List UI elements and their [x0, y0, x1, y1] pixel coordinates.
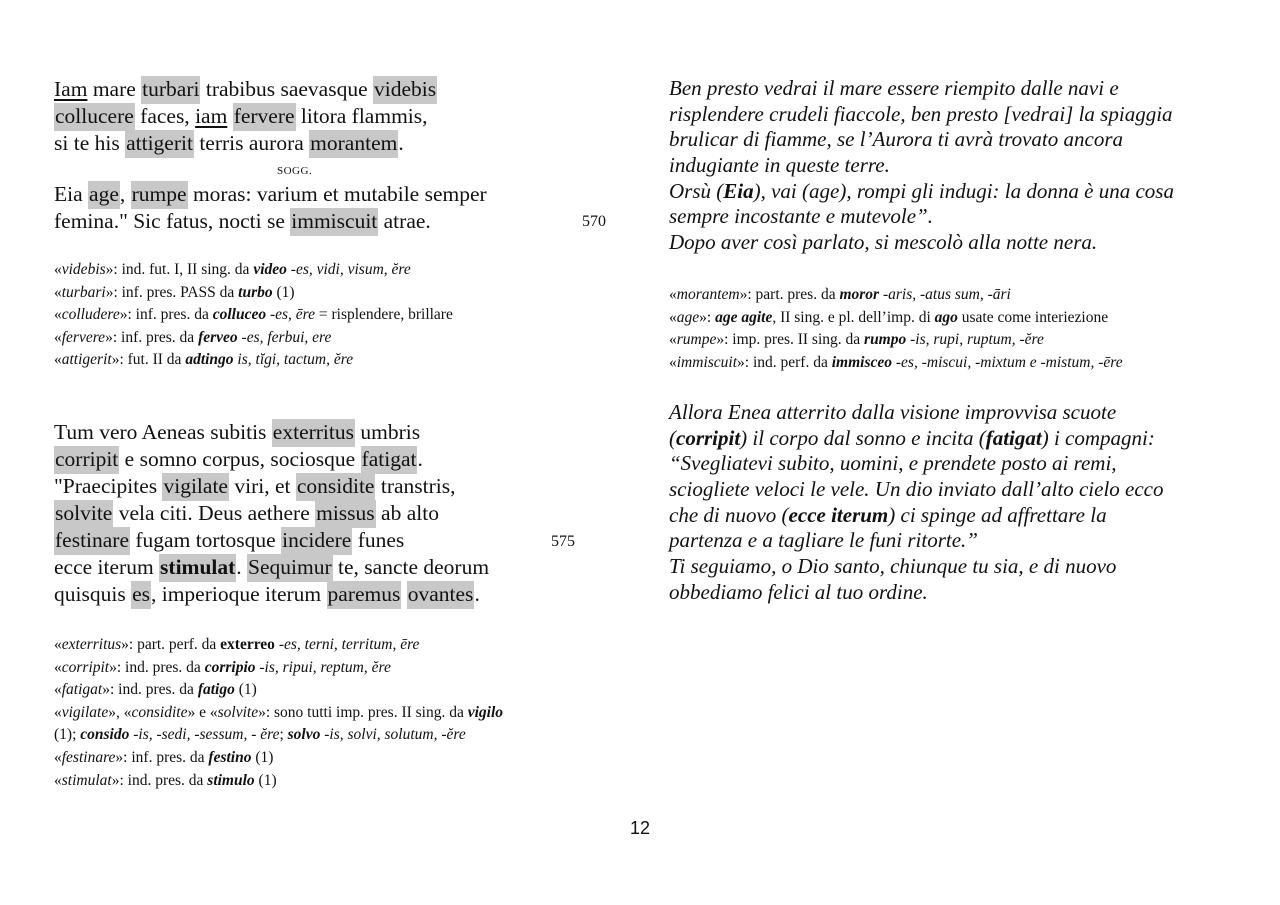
note-line: «fervere»: inf. pres. da ferveo -es, ferbui, ere: [54, 328, 332, 346]
note-term: corripit: [61, 658, 110, 676]
note-line: «age»: age agite, II sing. e pl. dell’imp. di ago usate come interiezione: [669, 308, 1109, 326]
word-highlight: missus: [315, 500, 376, 528]
translation-line: “Svegliatevi subito, uomini, e prendete posto ai remi,: [669, 451, 1117, 476]
note-term: colludere: [61, 306, 120, 324]
text: (: [669, 425, 676, 450]
word-highlight: rumpe: [131, 181, 188, 209]
translation-line: obbediamo felici al tuo ordine.: [669, 579, 928, 604]
word-highlight: fatigat: [361, 446, 418, 474]
word-highlight: fervere: [233, 103, 296, 131]
word-highlight: considite: [296, 473, 376, 501]
note-forms: -es, ferbui, ere: [237, 328, 332, 346]
note-extra: = risplendere, brillare: [315, 306, 453, 324]
note-line: «attigerit»: fut. II da adtingo is, tĭgi, tactum, ĕre: [54, 351, 354, 369]
text: Tum vero Aeneas subitis: [54, 420, 272, 444]
note-line: «festinare»: inf. pres. da festino (1): [54, 748, 274, 766]
note-forms: -es, -miscui, -mixtum e -mistum, -ēre: [892, 353, 1123, 371]
latin-line: [54, 527, 489, 554]
note-term: considite: [131, 703, 188, 721]
translation-line: [669, 426, 1163, 452]
note-lemma: stimulo: [207, 771, 255, 789]
text: terris aurora: [193, 131, 310, 155]
text: quisquis: [54, 582, 132, 606]
note-forms: is, tĭgi, tactum, ĕre: [233, 351, 354, 369]
note-term: exterritus: [61, 636, 122, 653]
note-line: «colludere»: inf. pres. da colluceo -es, ēre = risplendere, brillare: [54, 306, 453, 324]
latin-block-1b: [54, 181, 487, 235]
latin-line: [54, 500, 489, 527]
notes-block-1: [54, 259, 453, 372]
text: , imperioque iterum: [150, 582, 327, 606]
note-term: vigilate: [61, 703, 109, 721]
word-highlight: attigerit: [125, 130, 194, 158]
latin-line: [54, 554, 489, 581]
word-highlight: morantem: [309, 130, 398, 158]
text: ab alto: [375, 501, 439, 525]
translation-line: [669, 179, 1174, 205]
text: litora flammis,: [295, 104, 428, 128]
note-forms: -es, ēre: [266, 306, 315, 324]
text: ecce iterum: [54, 555, 160, 579]
text: Orsù (: [669, 178, 724, 203]
text: [401, 582, 406, 606]
translation-line: risplendere crudeli fiaccole, ben presto [vedrai] la spiaggia: [669, 101, 1173, 126]
note-forms: -es, vidi, visum, ĕre: [286, 261, 411, 278]
word-highlight: incidere: [281, 527, 352, 555]
text: .: [417, 447, 423, 471]
text: ;: [279, 726, 288, 744]
note-line: «corripit»: ind. pres. da corripio -is, ripui, reptum, ĕre: [54, 658, 391, 676]
line-number: 575: [551, 533, 575, 550]
note-lemma: exterreo: [220, 636, 275, 653]
text: .: [474, 582, 480, 606]
note-term: stimulat: [61, 771, 112, 789]
word-highlight: ovantes: [407, 581, 475, 609]
note-forms: -aris, -atus sum, -āri: [879, 286, 1011, 303]
bold-term: corripit: [676, 425, 741, 450]
text: te, sancte deorum: [332, 555, 490, 579]
note-forms: (1): [234, 681, 257, 699]
note-grammar: :: [706, 308, 716, 326]
word-highlight: corripit: [54, 446, 119, 474]
text: atrae.: [378, 209, 431, 233]
translation-line: Dopo aver così parlato, si mescolò alla notte nera.: [669, 230, 1098, 255]
text: ) ci spinge ad affrettare la: [888, 502, 1107, 527]
text: » e «: [187, 703, 218, 721]
latin-line: [54, 581, 489, 608]
note-lemma: immisceo: [831, 353, 893, 371]
translation-line: brulicar di fiamme, se l’Aurora ti avrà trovato ancora: [669, 127, 1123, 152]
text: si te his: [54, 131, 126, 155]
text: ) i compagni:: [1041, 425, 1155, 450]
word-highlight: turbari: [141, 76, 200, 104]
note-term: attigerit: [61, 351, 112, 369]
note-lemma: solvo: [287, 726, 321, 744]
note-line: «videbis»: ind. fut. I, II sing. da video -es, vidi, visum, ĕre: [54, 261, 411, 278]
word-highlight-bold: stimulat: [159, 554, 236, 582]
text: , «: [116, 703, 132, 721]
note-grammar: : ind. pres. da: [109, 681, 198, 699]
note-lemma: age agite: [715, 308, 773, 326]
text: [227, 104, 232, 128]
note-line: [54, 724, 503, 747]
note-forms: (1): [254, 771, 277, 789]
note-term: videbis: [61, 261, 106, 278]
latin-block-2: [54, 419, 489, 608]
bold-term: fatigat: [985, 425, 1042, 450]
note-line: «stimulat»: ind. pres. da stimulo (1): [54, 771, 277, 789]
text: faces,: [134, 104, 196, 128]
subject-annotation: SOGG.: [277, 165, 313, 177]
word-underlined: Iam: [54, 77, 88, 101]
word-underlined: iam: [195, 104, 228, 128]
note-lemma: vigilo: [467, 703, 504, 721]
notes-right: [669, 284, 1123, 374]
note-grammar: : inf. pres. da: [123, 748, 209, 766]
text: viri, et: [228, 474, 296, 498]
note-grammar: : ind. perf. da: [744, 353, 832, 371]
text: ,: [119, 182, 131, 206]
note-lemma: turbo: [238, 283, 273, 301]
latin-line: [54, 419, 489, 446]
word-highlight: immiscuit: [290, 208, 378, 236]
word-highlight: vigilate: [162, 473, 228, 501]
note-grammar: : inf. pres. da: [112, 328, 199, 346]
note-forms: -is, ripui, reptum, ĕre: [255, 658, 391, 676]
text: Eia: [54, 182, 89, 206]
latin-line: [54, 130, 437, 157]
text: mare: [87, 77, 142, 101]
translation-line: sciogliete veloci le vele. Un dio inviato dall’alto cielo ecco: [669, 477, 1164, 502]
note-term: fatigat: [61, 681, 103, 699]
word-highlight: paremus: [327, 581, 402, 609]
text: ) il corpo dal sonno e incita (: [740, 425, 986, 450]
note-lemma: fatigo: [197, 681, 235, 699]
note-forms: -is, solvi, solutum, -ĕre: [320, 726, 466, 744]
translation-line: partenza e a tagliare le funi ritorte.”: [669, 528, 978, 553]
text: vela citi. Deus aethere: [113, 501, 316, 525]
note-grammar: : ind. fut. I, II sing. da: [113, 261, 254, 278]
page-number: 12: [629, 818, 651, 838]
note-term: fervere: [61, 328, 106, 346]
text: transtris,: [375, 474, 456, 498]
notes-block-2: [54, 634, 503, 792]
text: trabibus saevasque: [200, 77, 374, 101]
text: e somno corpus, sociosque: [119, 447, 361, 471]
note-line: «morantem»: part. pres. da moror -aris, -atus sum, -āri: [669, 286, 1011, 303]
note-lemma: moror: [839, 286, 880, 303]
note-term: age: [676, 308, 700, 326]
note-lemma: corripio: [204, 658, 256, 676]
word-highlight: collucere: [54, 103, 135, 131]
note-term: festinare: [61, 748, 116, 766]
note-grammar: : imp. pres. II sing. da: [724, 331, 865, 349]
note-forms: -is, -sedi, -sessum, - ĕre: [129, 726, 280, 744]
latin-line: [54, 76, 437, 103]
note-lemma: consido: [80, 726, 130, 744]
text: umbris: [355, 420, 421, 444]
word-highlight: festinare: [54, 527, 130, 555]
text: (1);: [54, 726, 81, 744]
note-grammar: »: sono tutti imp. pres. II sing. da: [258, 703, 468, 721]
note-line: «exterritus»: part. perf. da exterreo -es, terni, territum, ēre: [54, 636, 420, 653]
text: fugam tortosque: [130, 528, 282, 552]
translation-block-1: [669, 76, 1174, 256]
word-highlight: solvite: [54, 500, 113, 528]
latin-line: [54, 208, 487, 235]
latin-line: [54, 181, 487, 208]
text: .: [398, 131, 404, 155]
note-lemma: video: [253, 261, 287, 278]
text: ), vai (age), rompi gli indugi: la donna è una cosa: [753, 178, 1174, 203]
latin-line: [54, 103, 437, 130]
text: "Praecipites: [54, 474, 163, 498]
latin-line: [54, 473, 489, 500]
note-grammar: : inf. pres. da: [127, 306, 213, 324]
bold-term: ecce iterum: [788, 502, 889, 527]
note-line: «rumpe»: imp. pres. II sing. da rumpo -is, rupi, ruptum, -ĕre: [669, 331, 1044, 349]
note-lemma: colluceo: [212, 306, 267, 324]
translation-line: sempre incostante e mutevole”.: [669, 204, 933, 229]
note-grammar: : ind. pres. da: [116, 658, 205, 676]
note-line: «immiscuit»: ind. perf. da immisceo -es, -miscui, -mixtum e -mistum, -ēre: [669, 353, 1123, 371]
word-highlight: videbis: [373, 76, 437, 104]
note-grammar: : ind. pres. da: [119, 771, 208, 789]
text: femina." Sic fatus, nocti se: [54, 209, 291, 233]
translation-line: Allora Enea atterrito dalla visione improvvisa scuote: [669, 400, 1117, 424]
note-lemma: ferveo: [198, 328, 238, 346]
text: moras: varium et mutabile semper: [187, 182, 487, 206]
note-lemma: adtingo: [185, 351, 234, 369]
note-forms: -is, rupi, ruptum, -ĕre: [906, 331, 1044, 349]
note-extra: , II sing. e pl. dell’imp. di: [772, 308, 935, 326]
note-term: solvite: [217, 703, 259, 721]
word-highlight: exterritus: [272, 419, 355, 447]
text: che di nuovo (: [669, 502, 789, 527]
note-grammar: : part. pres. da: [747, 286, 840, 303]
text: funes: [352, 528, 405, 552]
line-number: 570: [582, 213, 606, 230]
word-highlight: Sequimur: [247, 554, 333, 582]
note-forms: -es, terni, territum, ēre: [274, 636, 420, 653]
note-line: «fatigat»: ind. pres. da fatigo (1): [54, 681, 257, 699]
note-term: turbari: [61, 283, 106, 301]
note-term: morantem: [676, 286, 740, 303]
note-extra: (1): [272, 283, 295, 301]
note-term: rumpe: [676, 331, 717, 349]
note-line: «turbari»: inf. pres. PASS da turbo (1): [54, 283, 295, 301]
translation-block-2: [669, 400, 1163, 606]
translation-line: [669, 503, 1163, 529]
word-highlight: age: [88, 181, 120, 209]
note-lemma: ago: [934, 308, 958, 326]
note-grammar: : fut. II da: [119, 351, 186, 369]
translation-line: Ti seguiamo, o Dio santo, chiunque tu sia, e di nuovo: [669, 554, 1117, 579]
latin-line: [54, 446, 489, 473]
note-term: immiscuit: [676, 353, 738, 371]
note-lemma: festino: [208, 748, 252, 766]
note-lemma: rumpo: [864, 331, 907, 349]
latin-block-1: [54, 76, 437, 157]
note-extra: usate come interiezione: [957, 308, 1109, 326]
note-grammar: : part. perf. da: [128, 636, 221, 653]
word-highlight: es: [131, 581, 151, 609]
translation-line: Ben presto vedrai il mare essere riempito dalle navi e: [669, 76, 1119, 100]
note-grammar: : inf. pres. PASS da: [113, 283, 239, 301]
translation-line: indugiante in queste terre.: [669, 153, 890, 178]
note-line: «vigilate», «considite» e «solvite»: sono tutti imp. pres. II sing. da vigilo: [54, 703, 504, 721]
bold-term: Eia: [723, 178, 754, 203]
note-forms: (1): [251, 748, 274, 766]
text: .: [236, 555, 248, 579]
